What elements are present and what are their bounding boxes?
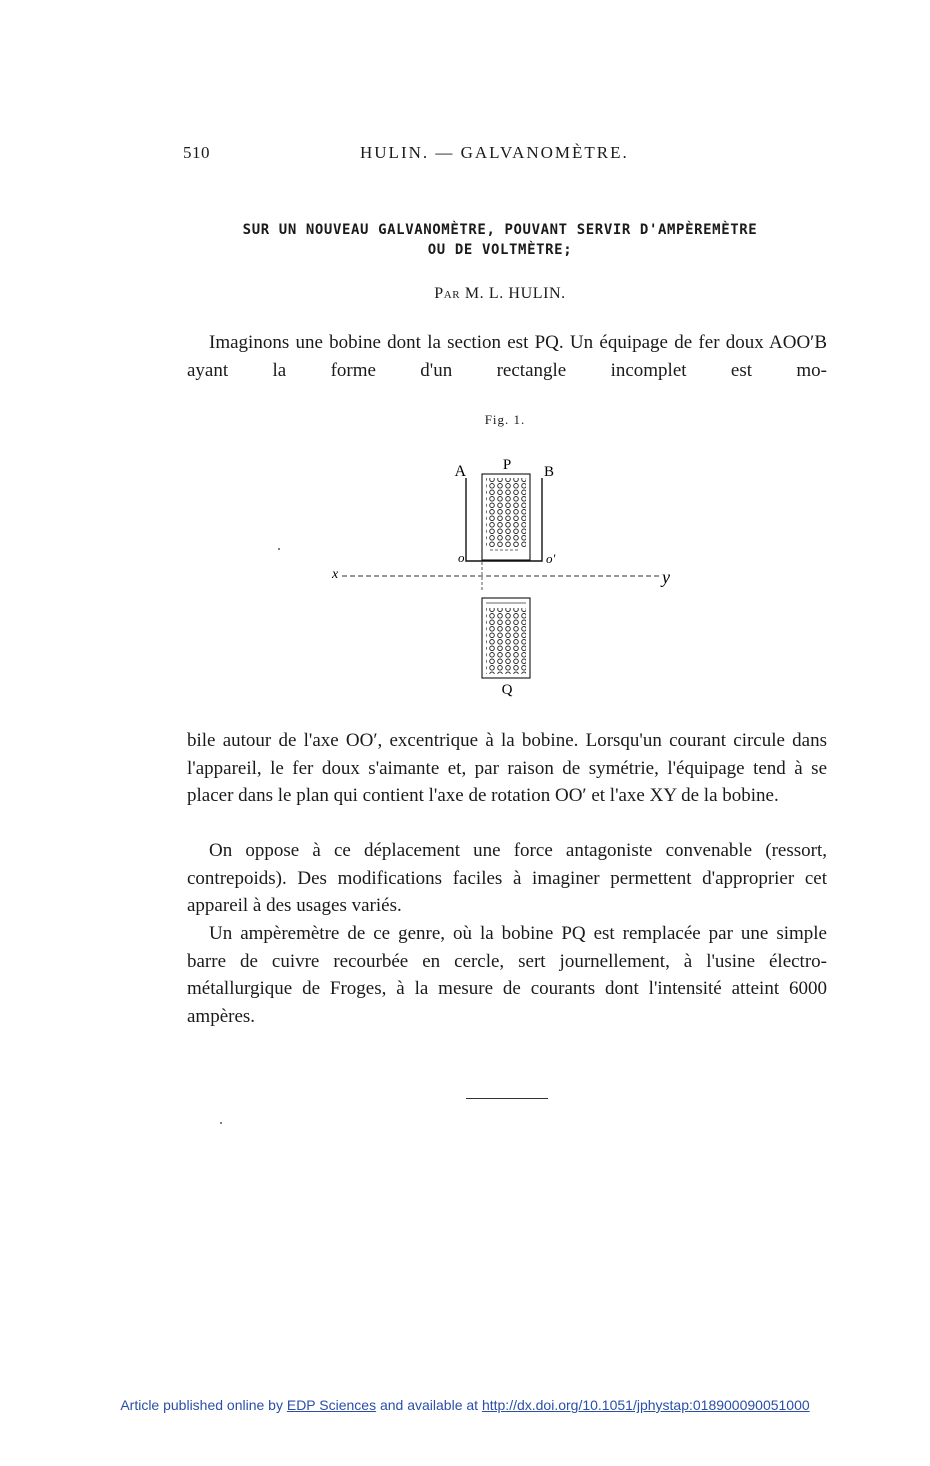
author-prefix: Par bbox=[434, 285, 461, 302]
page-number: 510 bbox=[183, 143, 210, 162]
coil-windings-upper bbox=[486, 478, 526, 548]
running-head bbox=[0, 143, 930, 167]
paragraph-3: On oppose à ce déplacement une force antagoniste convenable (ressort, contrepoids). Des modifications faciles à imaginer permettent d'approprier cet appareil à des usages variés. bbox=[187, 840, 827, 916]
footer-prefix: Article published online by bbox=[120, 1397, 283, 1413]
label-p: P bbox=[502, 457, 512, 473]
article-title bbox=[150, 220, 850, 260]
coil-windings-lower bbox=[486, 608, 526, 674]
doi-link[interactable]: http://dx.doi.org/10.1051/jphystap:018900090051000 bbox=[481, 1397, 810, 1413]
figure-caption: Fig. 1. bbox=[484, 412, 526, 427]
paragraph-2: bile autour de l'axe OO′, excentrique à la bobine. Lorsqu'un courant circule dans l'appareil, le fer doux s'aimante et, par raison de symétrie, l'équipage tend à se placer dans le plan qui contient l'axe de rotation OO′ et l'axe XY de la bobine. bbox=[187, 730, 827, 806]
author-name: M. L. HULIN. bbox=[464, 285, 566, 302]
end-rule bbox=[466, 1098, 548, 1099]
label-o: o bbox=[458, 550, 465, 565]
paragraph-4: Un ampèremètre de ce genre, où la bobine PQ est remplacée par une simple barre de cuivre recourbée en cercle, sert journellement, à l'usine électro-métallurgique de Froges, à la mesure de courants dont l'intensité atteint 6000 ampères. bbox=[187, 923, 827, 1027]
label-b: B bbox=[544, 464, 555, 480]
label-y: y bbox=[662, 567, 670, 587]
running-title: HULIN. — GALVANOMÈTRE. bbox=[360, 143, 629, 162]
article-title-line-2: OU DE VOLTMÈTRE; bbox=[427, 242, 573, 258]
publisher-link[interactable]: EDP Sciences bbox=[286, 1397, 377, 1413]
label-x: x bbox=[332, 567, 339, 582]
figure-galvanometer-diagram bbox=[320, 450, 690, 700]
scan-speck bbox=[220, 1122, 222, 1124]
label-a: A bbox=[454, 463, 466, 480]
label-o-prime: o′ bbox=[546, 551, 556, 566]
author-line bbox=[150, 285, 850, 303]
article-title-line-1: SUR UN NOUVEAU GALVANOMÈTRE, POUVANT SERVIR D'AMPÈREMÈTRE bbox=[242, 222, 758, 238]
footer-middle: and available at bbox=[379, 1397, 479, 1413]
scan-speck bbox=[278, 548, 280, 550]
paragraph-1: Imaginons une bobine dont la section est PQ. Un équipage de fer doux AOO′B ayant la forme d'un rectangle incomplet est mo- bbox=[187, 332, 827, 381]
footer-credit bbox=[0, 1397, 930, 1413]
label-q: Q bbox=[501, 682, 513, 698]
